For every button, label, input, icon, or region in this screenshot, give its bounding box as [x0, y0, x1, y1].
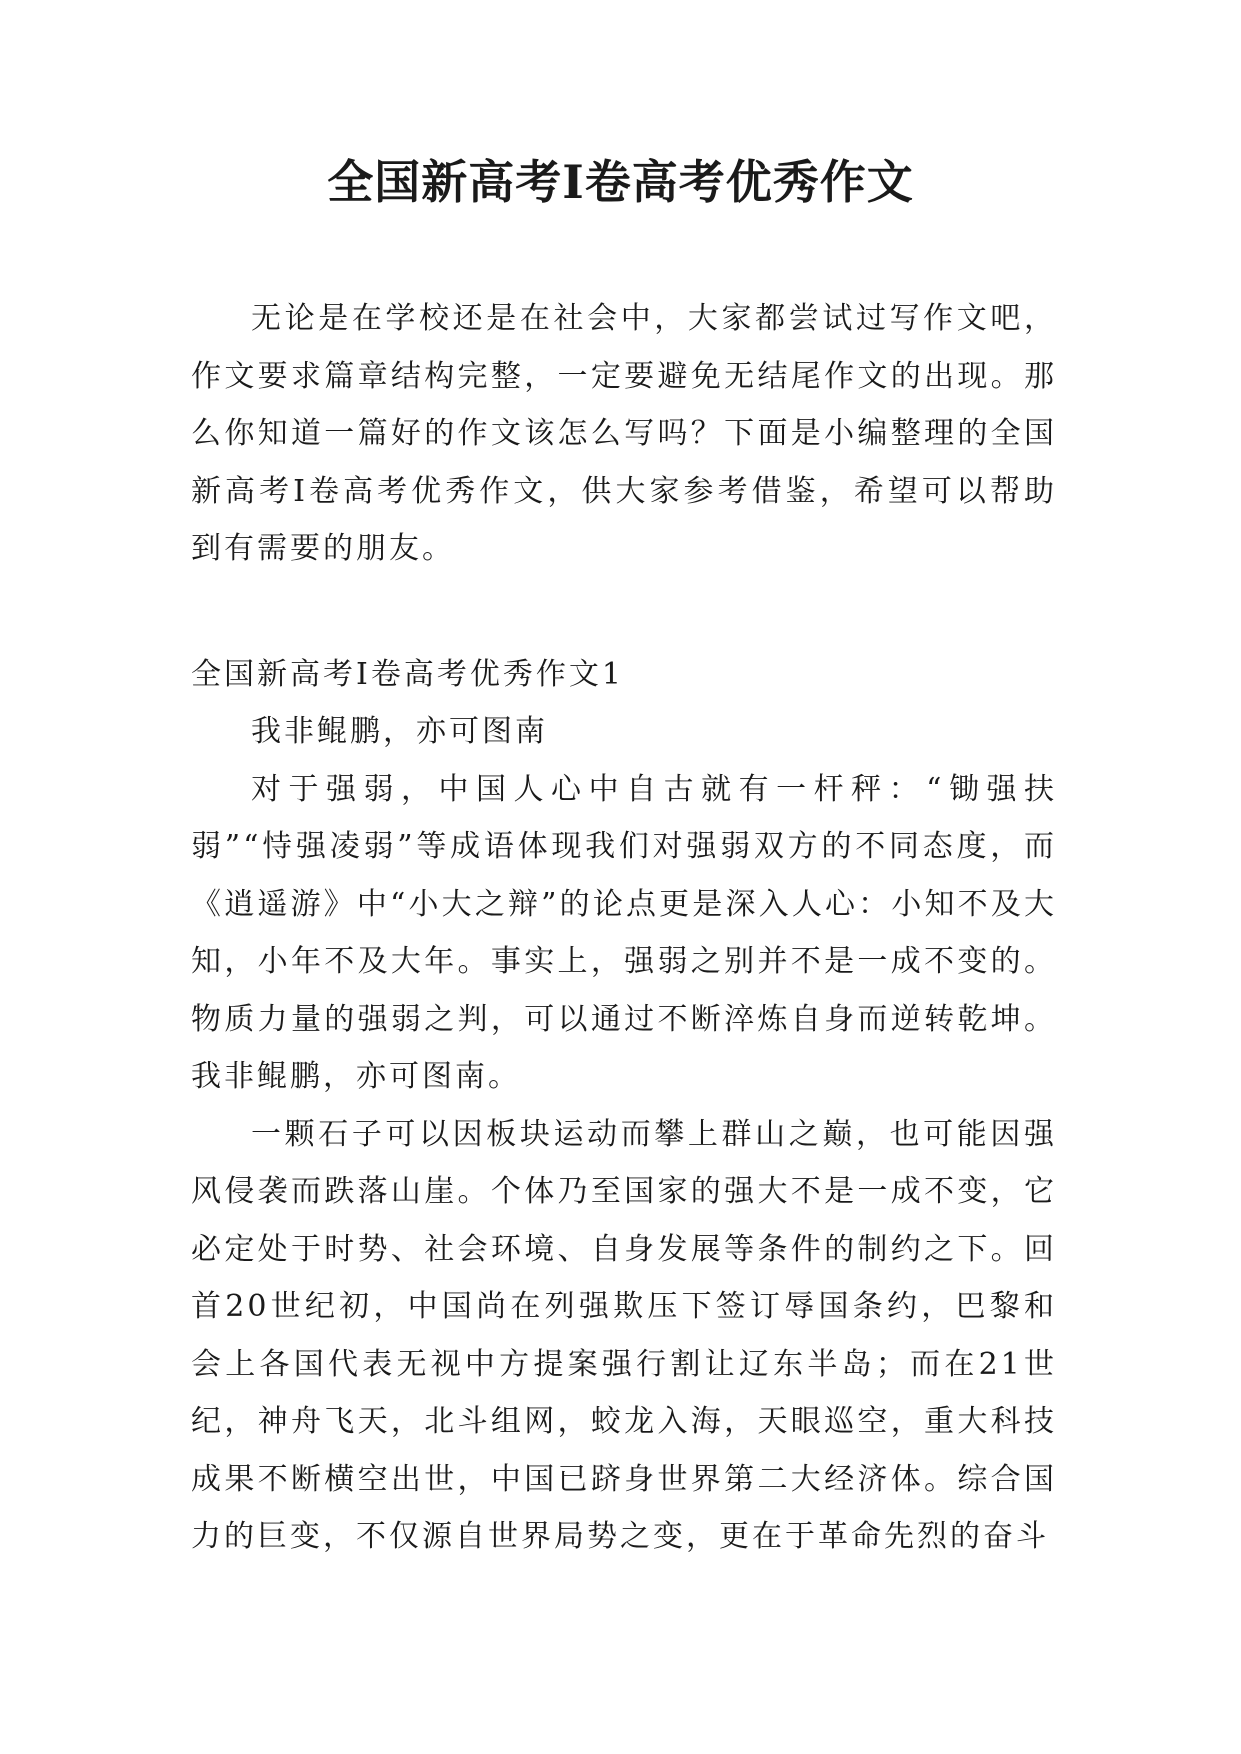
intro-paragraph: 无论是在学校还是在社会中，大家都尝试过写作文吧，作文要求篇章结构完整，一定要避免无结尾作文的出现。那么你知道一篇好的作文该怎么写吗？下面是小编整理的全国新高考Ⅰ卷高考优秀作文，供大家参考借鉴，希望可以帮助到有需要的朋友。	[191, 301, 1057, 566]
section-heading: 全国新高考Ⅰ卷高考优秀作文1	[191, 656, 624, 692]
document-title: 全国新高考Ⅰ卷高考优秀作文	[327, 155, 914, 209]
essay-title: 我非鲲鹏，亦可图南	[251, 714, 548, 749]
essay-paragraph-2: 一颗石子可以因板块运动而攀上群山之巅，也可能因强风侵袭而跌落山崖。个体乃至国家的强大不是一成不变，它必定处于时势、社会环境、自身发展等条件的制约之下。回首20世纪初，中国尚在列强欺压下签订辱国条约，巴黎和会上各国代表无视中方提案强行割让辽东半岛；而在21世纪，神舟飞天，北斗组网，蛟龙入海，天眼巡空，重大科技成果不断横空出世，中国已跻身世界第二大经济体。综合国力的巨变，不仅源自世界局势之变，更在于革命先烈的奋斗	[191, 1116, 1057, 1554]
document-body	[191, 290, 1057, 1566]
essay-paragraph-1: 对于强弱，中国人心中自古就有一杆秤：“锄强扶弱”“恃强凌弱”等成语体现我们对强弱双方的不同态度，而《逍遥游》中“小大之辩”的论点更是深入人心：小知不及大知，小年不及大年。事实上，强弱之别并不是一成不变的。物质力量的强弱之判，可以通过不断淬炼自身而逆转乾坤。我非鲲鹏，亦可图南。	[191, 771, 1057, 1094]
